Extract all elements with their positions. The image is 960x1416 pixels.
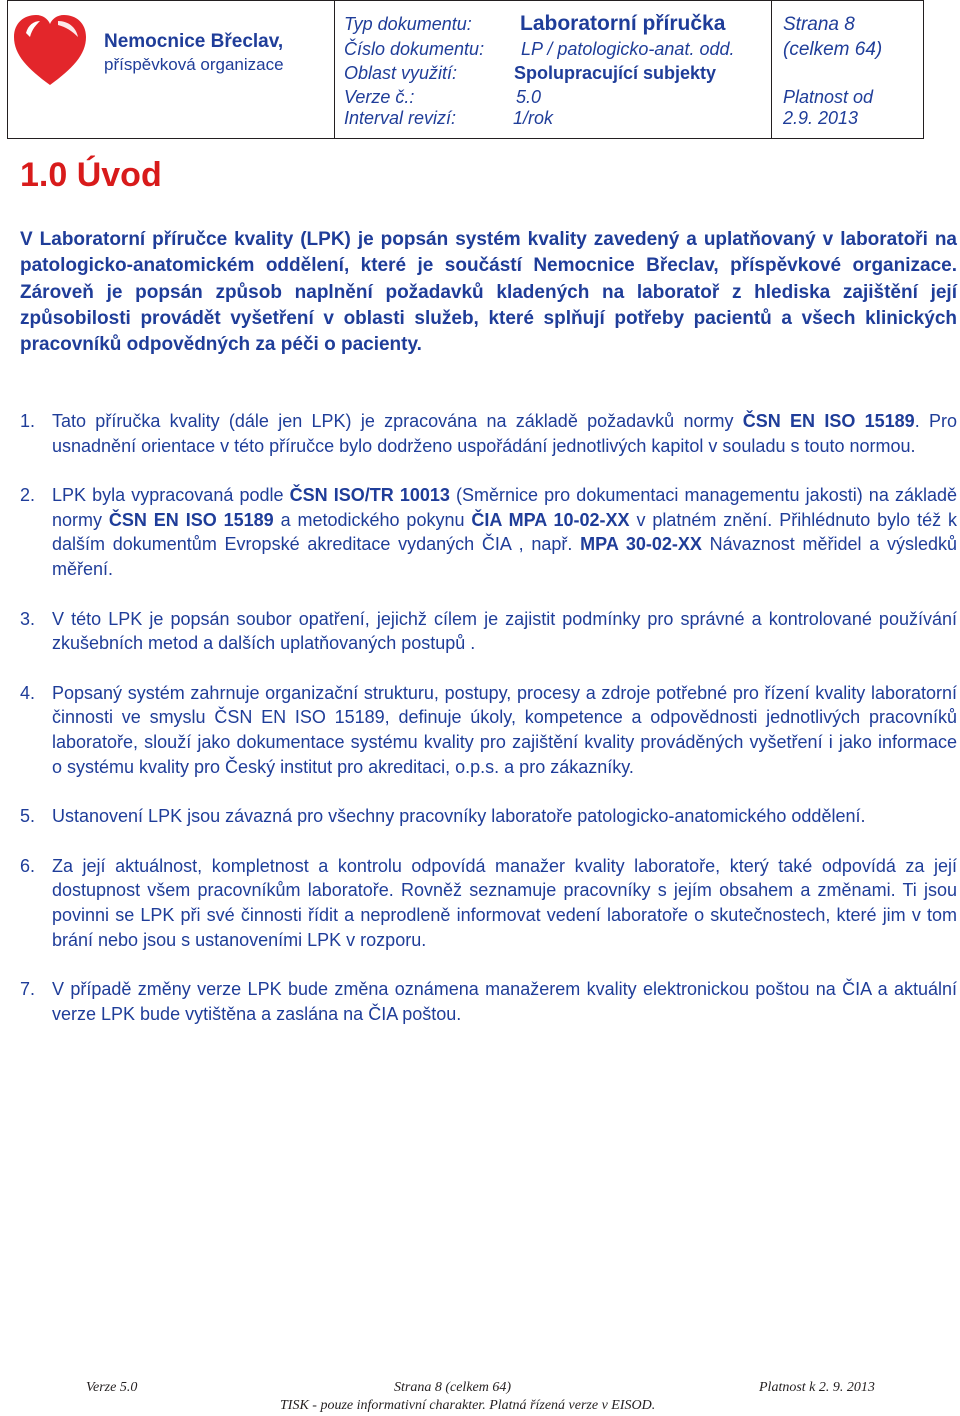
list-item (20, 681, 957, 779)
version-label: Verze č.: (344, 87, 415, 107)
list-item (20, 804, 957, 829)
list-item-text: V této LPK je popsán soubor opatření, jejichž cílem je zajistit podmínky pro správné a kontrolované používání zkušebních metod a dalších uplatňovaných postupů . (52, 608, 957, 654)
list-item-text: V případě změny verze LPK bude změna oznámena manažerem kvality elektronickou poštou na ČIA a aktuální verze LPK bude vytištěna a zaslána na ČIA poštou. (52, 979, 957, 1024)
version-value: 5.0 (516, 87, 542, 107)
header-page-info-cell (771, 1, 923, 138)
list-item-text: Návaznost měřidel a výsledků měření. (52, 534, 957, 579)
usage-area-value: Spolupracující subjekty (514, 63, 717, 83)
list-item-text: Za její aktuálnost, kompletnost a kontrolu odpovídá manažer kvality laboratoře, který také odpovídá za její dostupnost všem pracovníkům laboratoře. Rovněž seznamuje pracovníky s jejím obsahem a změnami. Ti jsou povinni se LPK při své činnosti řídit a neprodleně informovat vedení laboratoře o skutečnostech, které jim v tom brání nebo jsou s ustanoveními LPK v rozporu. (52, 855, 957, 950)
list-item-text: (Směrnice pro dokumentaci managementu jakosti) na základě normy (52, 485, 957, 530)
intro-paragraph: V Laboratorní příručce kvality (LPK) je popsán systém kvality zavedený a uplatňovaný v laboratoři na patologicko-anatomickém oddělení, které je součástí Nemocnice Břeclav, příspěvkové organizace. Zároveň je popsán způsob naplnění požadavků kladených na laboratoř z hlediska zajištění její způsobilosti provádět vyšetření v oblasti služeb, které splňují potřeby pacientů a všech klinických pracovníků odpovědných za péči o pacienty. (20, 229, 957, 356)
list-item-text: v platném znění. Přihlédnuto bylo též k dalším dokumentům Evropské akreditace vydaných ČIA , např. (52, 509, 957, 555)
standard-reference: ČSN EN ISO 15189 (108, 509, 274, 530)
list-item (20, 854, 957, 952)
footer-print-note: TISK - pouze informativní charakter. Platná řízená verze v EISOD. (280, 1398, 656, 1413)
document-type-label: Typ dokumentu: (344, 14, 472, 34)
list-item-text: a metodického pokynu (273, 509, 472, 530)
footer-version: Verze 5.0 (86, 1380, 138, 1395)
standard-reference: MPA 30-02-XX (580, 534, 702, 555)
list-item-number: 4. (20, 682, 36, 703)
numbered-list (20, 409, 957, 1026)
revision-interval-value: 1/rok (513, 108, 554, 128)
list-item-text: Tato příručka kvality (dále jen LPK) je zpracována na základě požadavků normy (52, 411, 743, 431)
footer-page: Strana 8 (celkem 64) (394, 1380, 512, 1395)
page-total: (celkem 64) (783, 39, 883, 60)
list-item (20, 409, 957, 458)
page-number: Strana 8 (783, 14, 855, 35)
validity-label: Platnost od (783, 87, 874, 107)
document-header (7, 0, 924, 139)
list-item-number: 3. (20, 608, 36, 629)
header-document-info-cell (334, 1, 772, 138)
list-item-text: LPK byla vypracovaná podle (52, 485, 290, 506)
validity-date: 2.9. 2013 (783, 108, 859, 128)
list-item-text: Popsaný systém zahrnuje organizační strukturu, postupy, procesy a zdroje potřebné pro řízení kvality laboratorní činnosti ve smyslu ČSN EN ISO 15189, definuje úkoly, kompetence a odpovědnosti jednotlivých pracovníků laboratoře, slouží jako dokumentace systému kvality pro zajištění kvality prováděných vyšetření i jako informace o systému kvality pro Český institut pro akreditaci, o.p.s. a pro zákazníky. (52, 682, 957, 777)
list-item-number: 2. (20, 485, 36, 506)
standard-reference: ČIA MPA 10-02-XX (471, 509, 630, 530)
organization-name: Nemocnice Břeclav, (104, 31, 284, 52)
organization-type: příspěvková organizace (104, 55, 284, 74)
list-item-text: . Pro usnadnění orientace v této příručce bylo dodrženo uspořádání jednotlivých kapitol v souladu s touto normou. (52, 411, 958, 456)
list-item-number: 7. (20, 979, 36, 1000)
list-item-number: 5. (20, 806, 36, 827)
header-organization-cell (8, 1, 335, 138)
standard-reference: ČSN ISO/TR 10013 (289, 485, 450, 506)
list-item (20, 977, 957, 1026)
list-item (20, 483, 957, 581)
revision-interval-label: Interval revizí: (344, 108, 457, 128)
document-number-value: LP / patologicko-anat. odd. (521, 39, 735, 59)
list-item-text: Ustanovení LPK jsou závazná pro všechny pracovníky laboratoře patologicko-anatomického oddělení. (52, 806, 866, 827)
document-type-value: Laboratorní příručka (520, 12, 726, 35)
usage-area-label: Oblast využití: (344, 63, 458, 83)
footer-validity: Platnost k 2. 9. 2013 (759, 1380, 875, 1395)
list-item-number: 6. (20, 855, 36, 876)
section-title: 1.0 Úvod (20, 156, 162, 194)
list-item-number: 1. (20, 411, 36, 431)
document-number-label: Číslo dokumentu: (344, 39, 485, 59)
heart-logo-icon (10, 11, 90, 91)
list-item (20, 607, 957, 656)
standard-reference: ČSN EN ISO 15189 (742, 411, 915, 431)
